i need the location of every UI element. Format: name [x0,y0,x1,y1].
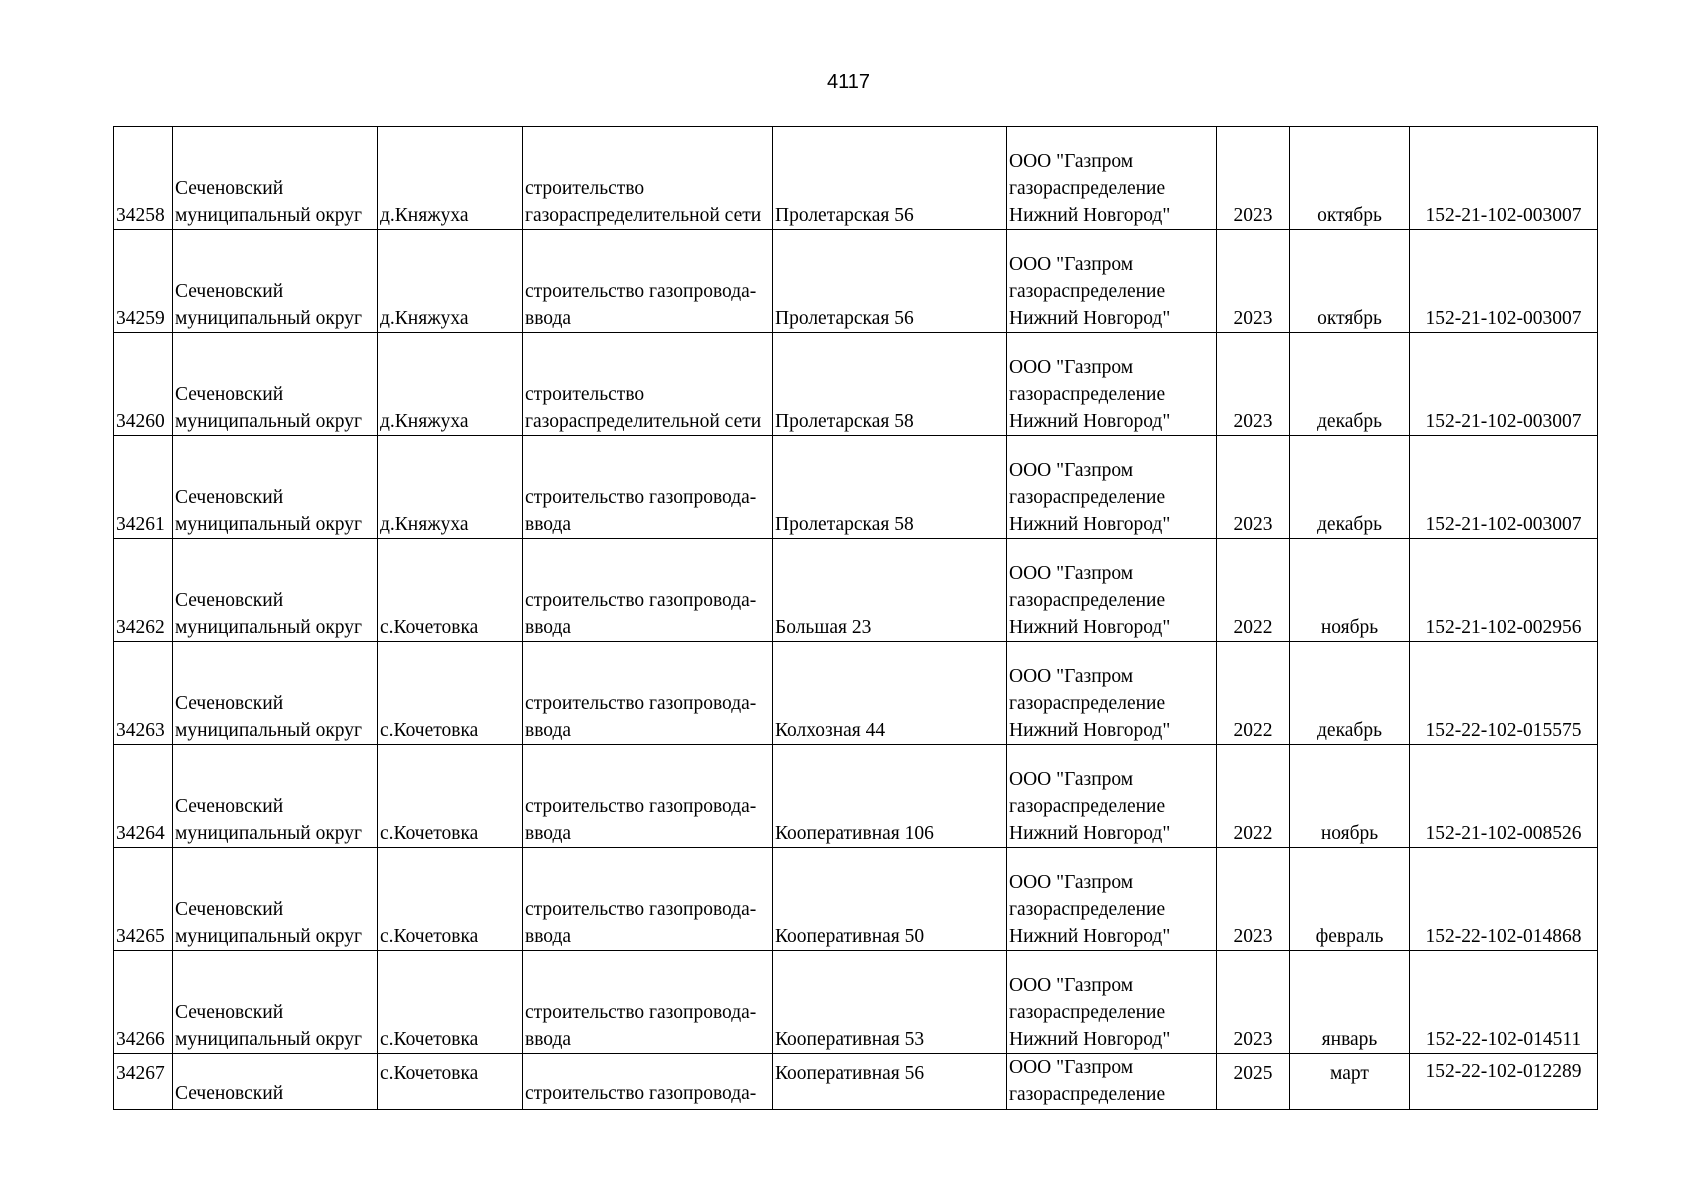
cell-district-line: Сеченовский [175,281,284,302]
cell-org-line: ООО "Газпром [1009,563,1134,584]
cell-address: Кооперативная 53 [773,951,1007,1054]
cell-organization [1007,951,1217,1054]
cell-month: декабрь [1290,333,1410,436]
cell-org-line: ООО "Газпром [1009,357,1134,378]
cell-code: 152-22-102-014511 [1410,951,1598,1054]
cell-organization [1007,539,1217,642]
cell-org-line: ООО "Газпром [1009,254,1134,275]
table-row [114,436,1598,539]
cell-address: Пролетарская 58 [773,436,1007,539]
page-number: 4117 [826,71,870,93]
cell-org-line: Нижний Новгород" [1009,205,1171,226]
cell-settlement: д.Княжуха [378,127,523,230]
cell-work-line: строительство газопровода- [525,796,757,817]
cell-number: 34266 [114,951,173,1054]
cell-month: декабрь [1290,436,1410,539]
cell-org-line: ООО "Газпром [1009,666,1134,687]
cell-year: 2023 [1217,127,1290,230]
cell-organization [1007,436,1217,539]
cell-org-line: газораспределение [1009,384,1166,405]
cell-work-type [523,127,773,230]
cell-address: Пролетарская 58 [773,333,1007,436]
cell-org-line: Нижний Новгород" [1009,720,1171,741]
table-row-partial [114,1054,1598,1110]
cell-org-line: газораспределение [1009,178,1166,199]
cell-district-line: муниципальный округ [175,823,363,844]
cell-work-line: газораспределительной сети [525,205,762,226]
cell-work-type [523,436,773,539]
cell-year: 2023 [1217,951,1290,1054]
cell-org-line: ООО "Газпром [1009,975,1134,996]
cell-settlement: с.Кочетовка [378,642,523,745]
cell-org-line: газораспределение [1009,1002,1166,1023]
cell-code: 152-22-102-012289 [1410,1054,1598,1110]
cell-month: март [1290,1054,1410,1110]
cell-settlement: с.Кочетовка [378,539,523,642]
cell-address: Кооперативная 56 [773,1054,1007,1110]
cell-org-line: газораспределение [1009,693,1166,714]
cell-org-line: Нижний Новгород" [1009,926,1171,947]
cell-work-type [523,333,773,436]
cell-number: 34262 [114,539,173,642]
cell-work-type [523,951,773,1054]
table-row [114,848,1598,951]
cell-organization [1007,642,1217,745]
cell-address: Большая 23 [773,539,1007,642]
cell-org-line: Нижний Новгород" [1009,617,1171,638]
cell-work-line: ввода [525,823,572,844]
cell-org-line: Нижний Новгород" [1009,308,1171,329]
cell-organization [1007,333,1217,436]
cell-org-line: Нижний Новгород" [1009,823,1171,844]
cell-number: 34264 [114,745,173,848]
cell-organization [1007,745,1217,848]
cell-year: 2023 [1217,436,1290,539]
cell-work-line: строительство газопровода- [525,693,757,714]
cell-year: 2023 [1217,230,1290,333]
cell-work-type [523,745,773,848]
cell-settlement: д.Княжуха [378,333,523,436]
cell-district [173,848,378,951]
cell-district [173,642,378,745]
cell-work-line: ввода [525,720,572,741]
cell-organization [1007,848,1217,951]
cell-number: 34261 [114,436,173,539]
cell-district [173,745,378,848]
cell-settlement: с.Кочетовка [378,745,523,848]
registry-body [114,127,1598,1110]
cell-code: 152-21-102-003007 [1410,127,1598,230]
cell-work-type [523,230,773,333]
cell-month: ноябрь [1290,745,1410,848]
cell-district [173,539,378,642]
table-row [114,333,1598,436]
cell-work-line: строительство [525,178,645,199]
cell-district-line: муниципальный округ [175,617,363,638]
cell-org-line: газораспределение [1009,899,1166,920]
cell-month: октябрь [1290,230,1410,333]
cell-settlement: с.Кочетовка [378,848,523,951]
cell-district [173,1054,378,1110]
cell-month: ноябрь [1290,539,1410,642]
cell-work-type [523,1054,773,1110]
cell-code: 152-21-102-008526 [1410,745,1598,848]
cell-work-line: ввода [525,514,572,535]
cell-number: 34260 [114,333,173,436]
cell-district-line: муниципальный округ [175,411,363,432]
cell-work-line: строительство газопровода- [525,590,757,611]
cell-org-line: Нижний Новгород" [1009,411,1171,432]
cell-code: 152-21-102-003007 [1410,230,1598,333]
cell-code: 152-22-102-014868 [1410,848,1598,951]
cell-district-line: муниципальный округ [175,514,363,535]
cell-code: 152-22-102-015575 [1410,642,1598,745]
cell-work-line: строительство газопровода- [525,1002,757,1023]
table-row [114,745,1598,848]
cell-org-line: газораспределение [1009,281,1166,302]
cell-work-line: строительство газопровода- [525,281,757,302]
cell-district-line: Сеченовский [175,899,284,920]
cell-work-line: ввода [525,308,572,329]
cell-number: 34259 [114,230,173,333]
cell-work-type [523,848,773,951]
cell-org-line: газораспределение [1009,1084,1166,1105]
cell-organization [1007,230,1217,333]
cell-work-line: строительство газопровода- [525,899,757,920]
cell-district-line: Сеченовский [175,487,284,508]
cell-organization [1007,127,1217,230]
cell-district-line: муниципальный округ [175,720,363,741]
cell-work-line: строительство [525,384,645,405]
cell-district-line: муниципальный округ [175,926,363,947]
cell-work-type [523,539,773,642]
cell-year: 2022 [1217,539,1290,642]
cell-work-line: газораспределительной сети [525,411,762,432]
cell-org-line: ООО "Газпром [1009,872,1134,893]
table-row [114,642,1598,745]
cell-number: 34258 [114,127,173,230]
cell-settlement: д.Княжуха [378,230,523,333]
cell-district-line: муниципальный округ [175,1029,363,1050]
cell-district [173,951,378,1054]
cell-number: 34265 [114,848,173,951]
cell-district-line: Сеченовский [175,693,284,714]
cell-month: декабрь [1290,642,1410,745]
cell-work-line: ввода [525,926,572,947]
cell-address: Кооперативная 50 [773,848,1007,951]
cell-org-line: Нижний Новгород" [1009,1029,1171,1050]
cell-org-line: ООО "Газпром [1009,151,1134,172]
cell-month: февраль [1290,848,1410,951]
table-row [114,230,1598,333]
cell-org-line: ООО "Газпром [1009,769,1134,790]
cell-district [173,436,378,539]
cell-settlement: с.Кочетовка [378,1054,523,1110]
cell-month: октябрь [1290,127,1410,230]
table-row [114,539,1598,642]
cell-work-line: ввода [525,1029,572,1050]
cell-settlement: д.Княжуха [378,436,523,539]
cell-work-type [523,642,773,745]
cell-year: 2022 [1217,642,1290,745]
table-row [114,951,1598,1054]
cell-district [173,127,378,230]
cell-code: 152-21-102-003007 [1410,333,1598,436]
cell-org-line: газораспределение [1009,487,1166,508]
cell-number: 34267 [114,1054,173,1110]
cell-district-line: муниципальный округ [175,205,363,226]
cell-number: 34263 [114,642,173,745]
cell-address: Кооперативная 106 [773,745,1007,848]
cell-org-line: ООО "Газпром [1009,460,1134,481]
cell-year: 2023 [1217,333,1290,436]
cell-district-line: Сеченовский [175,178,284,199]
cell-work-line: строительство газопровода- [525,487,757,508]
cell-district-line: муниципальный округ [175,308,363,329]
cell-address: Колхозная 44 [773,642,1007,745]
cell-org-line: ООО "Газпром [1009,1057,1134,1078]
cell-district-line: Сеченовский [175,1002,284,1023]
cell-district-line: Сеченовский [175,384,284,405]
cell-org-line: газораспределение [1009,796,1166,817]
cell-work-line: ввода [525,617,572,638]
cell-year: 2022 [1217,745,1290,848]
cell-code: 152-21-102-003007 [1410,436,1598,539]
registry-table [113,126,1598,1110]
cell-work-line: строительство газопровода- [525,1083,757,1104]
cell-district-line: Сеченовский [175,796,284,817]
table-row [114,127,1598,230]
cell-address: Пролетарская 56 [773,127,1007,230]
cell-code: 152-21-102-002956 [1410,539,1598,642]
cell-year: 2023 [1217,848,1290,951]
cell-month: январь [1290,951,1410,1054]
cell-district [173,230,378,333]
cell-address: Пролетарская 56 [773,230,1007,333]
cell-org-line: Нижний Новгород" [1009,514,1171,535]
cell-district-line: Сеченовский [175,1083,284,1104]
cell-year: 2025 [1217,1054,1290,1110]
cell-organization [1007,1054,1217,1110]
cell-district [173,333,378,436]
cell-settlement: с.Кочетовка [378,951,523,1054]
cell-org-line: газораспределение [1009,590,1166,611]
cell-district-line: Сеченовский [175,590,284,611]
